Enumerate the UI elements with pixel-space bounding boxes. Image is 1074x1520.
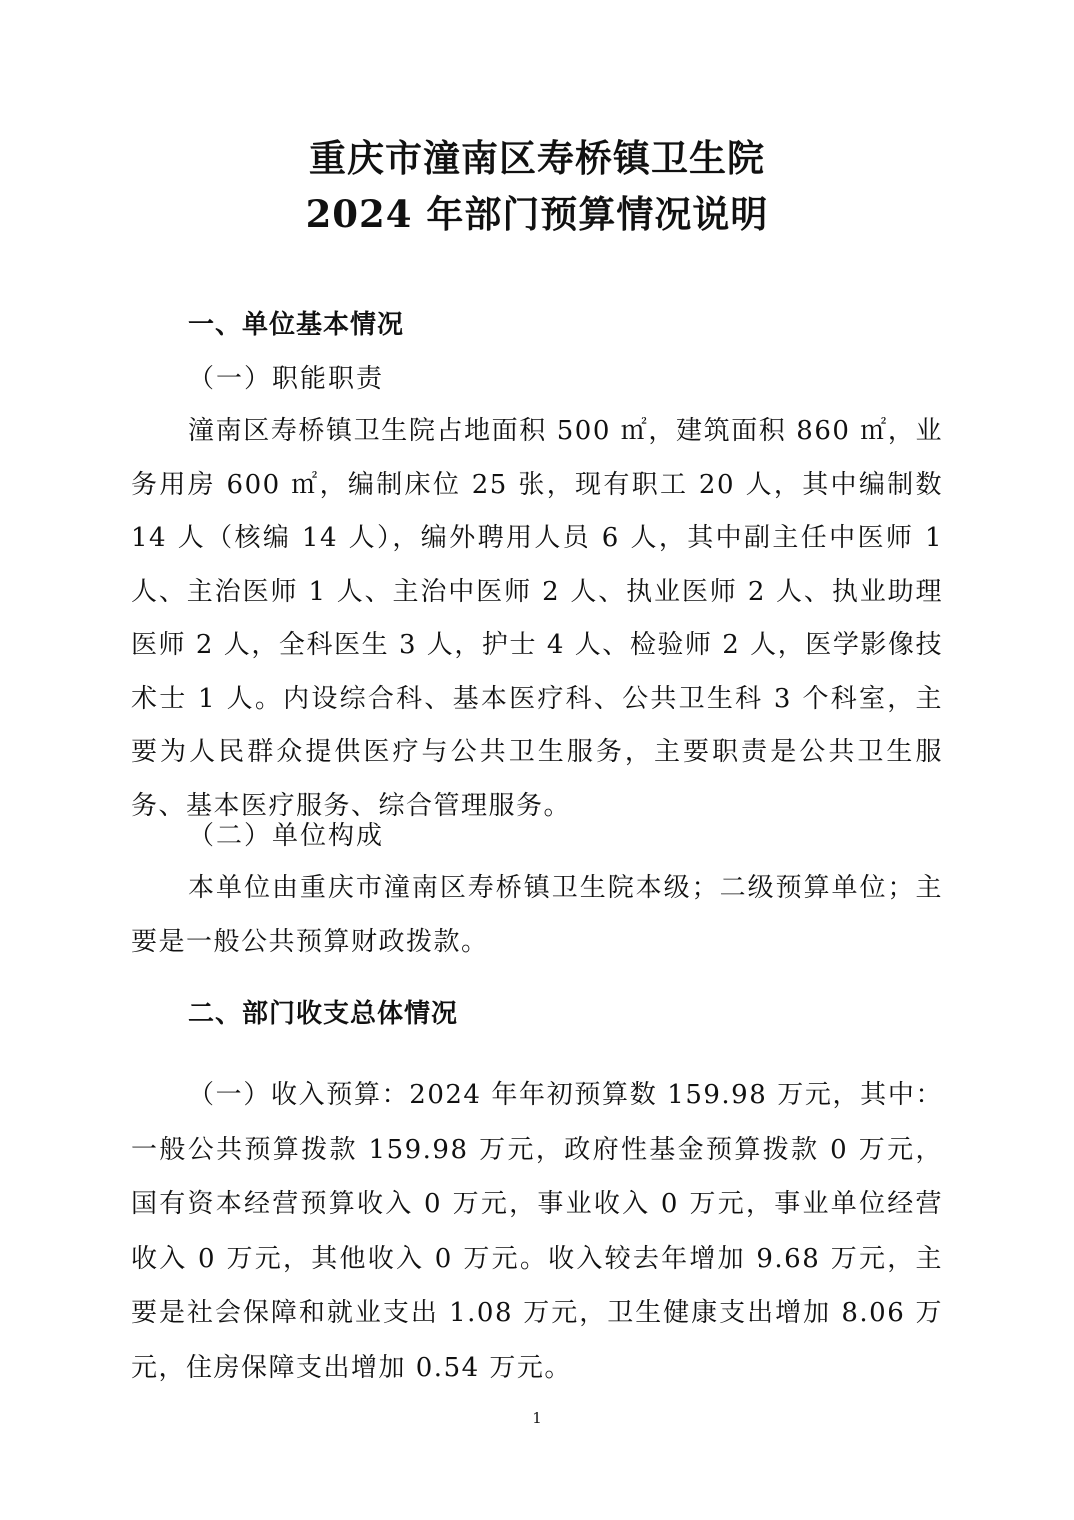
document-title: 重庆市潼南区寿桥镇卫生院	[309, 136, 765, 180]
paragraph-composition: 本单位由重庆市潼南区寿桥镇卫生院本级；二级预算单位；主要是一般公共预算财政拨款。	[131, 873, 943, 957]
page-number: 1	[532, 1409, 542, 1427]
document-subtitle: 2024 年部门预算情况说明	[305, 192, 769, 236]
subsection-heading-composition: （二）单位构成	[188, 821, 385, 851]
section-heading-basic-info: 一、单位基本情况	[188, 310, 405, 340]
paragraph-duties: 潼南区寿桥镇卫生院占地面积 500 ㎡，建筑面积 860 ㎡，业务用房 600 ㎡，编制床位 25 张，现有职工 20 人，其中编制数 14 人（核编 14 人），编外聘用人员 6 人，其中副主任中医师 1 人、主治医师 1 人、主治中医师 2 人、执业医师 2 人、执业助理医师 2 人，全科医生 3 人，护士 4 人、检验师 2 人，医学影像技术士 1 人。内设综合科、基本医疗科、公共卫生科 3 个科室，主要为人民群众提供医疗与公共卫生服务，主要职责是公共卫生服务、基本医疗服务、综合管理服务。	[131, 416, 943, 821]
section-heading-revenue-expenditure: 二、部门收支总体情况	[188, 999, 459, 1029]
paragraph-revenue-budget: （一）收入预算：2024 年年初预算数 159.98 万元，其中：一般公共预算拨款 159.98 万元，政府性基金预算拨款 0 万元，国有资本经营预算收入 0 万元，事业收入 0 万元，事业单位经营收入 0 万元，其他收入 0 万元。收入较去年增加 9.68 万元，主要是社会保障和就业支出 1.08 万元，卫生健康支出增加 8.06 万元，住房保障支出增加 0.54 万元。	[131, 1080, 943, 1383]
subsection-heading-duties: （一）职能职责	[188, 364, 385, 394]
